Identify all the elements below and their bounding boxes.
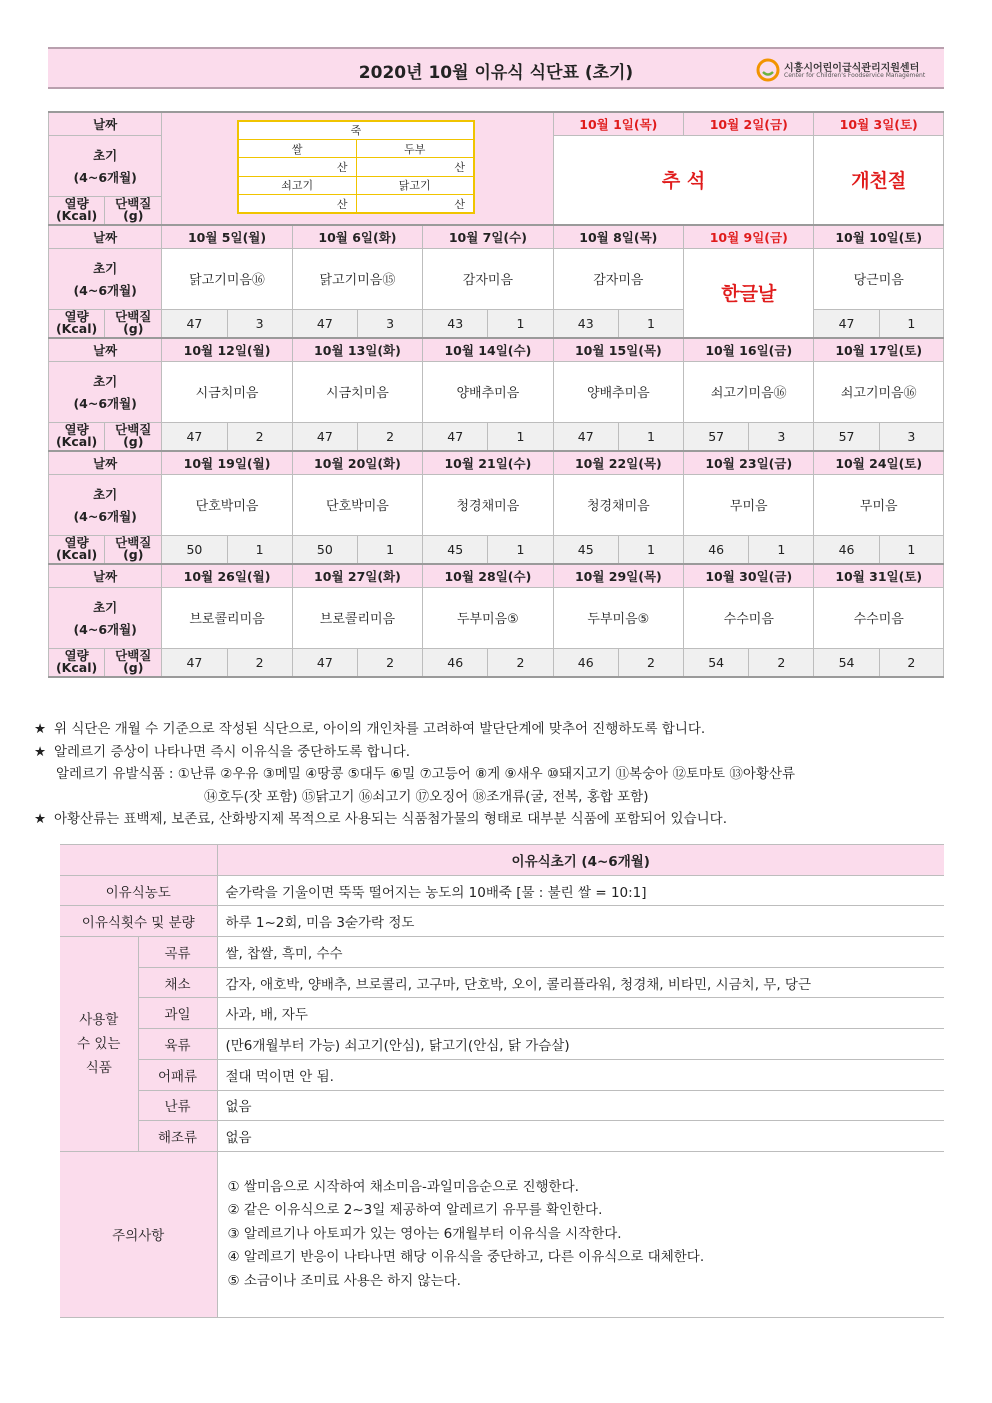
protein-value: 2 bbox=[879, 648, 943, 677]
legend-tofu: 두부 bbox=[356, 139, 474, 157]
protein-value: 1 bbox=[488, 422, 553, 451]
note-item bbox=[34, 718, 964, 741]
frequency-label: 이유식횟수 및 분량 bbox=[60, 906, 217, 937]
menu-cell: 브로콜리미음 bbox=[292, 587, 422, 648]
protein-value: 2 bbox=[227, 648, 292, 677]
kcal-value: 47 bbox=[162, 648, 227, 677]
menu-cell: 브로콜리미음 bbox=[162, 587, 292, 648]
kcal-value: 43 bbox=[553, 309, 618, 338]
week3-date-row bbox=[49, 338, 944, 361]
consistency-label: 이유식농도 bbox=[60, 875, 217, 906]
category-items: (만6개월부터 가능) 쇠고기(안심), 닭고기(안심, 닭 가슴살) bbox=[217, 1029, 944, 1060]
date-cell: 10월 27일(화) bbox=[292, 564, 422, 587]
kcal-value: 47 bbox=[292, 648, 357, 677]
protein-label: 단백질 (g) bbox=[105, 196, 162, 225]
kcal-label: 열량 (Kcal) bbox=[49, 648, 105, 677]
legend-unit: 산 bbox=[238, 158, 356, 176]
menu-cell: 두부미음⑤ bbox=[553, 587, 683, 648]
category-name: 해조류 bbox=[138, 1121, 217, 1152]
category-items: 쌀, 찹쌀, 흑미, 수수 bbox=[217, 937, 944, 968]
kcal-label: 열량 (Kcal) bbox=[49, 422, 105, 451]
kcal-label: 열량 (Kcal) bbox=[49, 535, 105, 564]
kcal-value: 54 bbox=[814, 648, 879, 677]
date-cell: 10월 15일(목) bbox=[553, 338, 683, 361]
legend-chicken: 닭고기 bbox=[356, 176, 474, 194]
menu-cell: 단호박미음 bbox=[292, 474, 422, 535]
protein-value: 1 bbox=[488, 535, 553, 564]
kcal-label: 열량 (Kcal) bbox=[49, 196, 105, 225]
week2-menu-row bbox=[49, 248, 944, 309]
category-name: 채소 bbox=[138, 967, 217, 998]
protein-label: 단백질 (g) bbox=[105, 422, 162, 451]
menu-cell: 쇠고기미음⑯ bbox=[814, 361, 944, 422]
date-cell: 10월 28일(수) bbox=[423, 564, 553, 587]
date-cell: 10월 23일(금) bbox=[684, 451, 814, 474]
protein-value: 1 bbox=[879, 309, 943, 338]
menu-cell: 닭고기미음⑯ bbox=[162, 248, 292, 309]
date-cell: 10월 19일(월) bbox=[162, 451, 292, 474]
menu-cell: 청경채미음 bbox=[423, 474, 553, 535]
kcal-value: 46 bbox=[684, 535, 749, 564]
category-items: 감자, 애호박, 양배추, 브로콜리, 고구마, 단호박, 오이, 콜리플라워, 청경채, 비타민, 시금치, 무, 당근 bbox=[217, 967, 944, 998]
date-cell: 10월 8일(목) bbox=[553, 225, 683, 248]
menu-cell: 수수미음 bbox=[684, 587, 814, 648]
cautions-list bbox=[217, 1151, 944, 1317]
category-items: 없음 bbox=[217, 1090, 944, 1121]
date-cell: 10월 14일(수) bbox=[423, 338, 553, 361]
menu-cell: 양배추미음 bbox=[553, 361, 683, 422]
kcal-value: 54 bbox=[684, 648, 749, 677]
protein-value: 1 bbox=[618, 535, 683, 564]
date-label: 날짜 bbox=[49, 338, 162, 361]
protein-label: 단백질 (g) bbox=[105, 309, 162, 338]
date-cell: 10월 30일(금) bbox=[684, 564, 814, 587]
title-bar bbox=[48, 47, 944, 89]
star-icon: ★ bbox=[34, 811, 47, 827]
date-cell: 10월 31일(토) bbox=[814, 564, 944, 587]
kcal-value: 50 bbox=[162, 535, 227, 564]
holiday-hangeulnal: 한글날 bbox=[684, 248, 814, 338]
kcal-value: 47 bbox=[292, 422, 357, 451]
stage-label: 초기 (4~6개월) bbox=[49, 361, 162, 422]
legend-box bbox=[237, 120, 475, 214]
week4-nutrition-row bbox=[49, 535, 944, 564]
week5-nutrition-row bbox=[49, 648, 944, 677]
guide-header: 이유식초기 (4~6개월) bbox=[217, 845, 944, 876]
date-label: 날짜 bbox=[49, 564, 162, 587]
category-items: 없음 bbox=[217, 1121, 944, 1152]
menu-cell: 시금치미음 bbox=[162, 361, 292, 422]
protein-label: 단백질 (g) bbox=[105, 648, 162, 677]
star-icon: ★ bbox=[34, 721, 47, 737]
stage-label: 초기 (4~6개월) bbox=[49, 135, 162, 196]
protein-value: 2 bbox=[488, 648, 553, 677]
legend-porridge: 죽 bbox=[238, 121, 474, 139]
protein-value: 3 bbox=[227, 309, 292, 338]
legend-rice: 쌀 bbox=[238, 139, 356, 157]
kcal-value: 47 bbox=[162, 309, 227, 338]
stage-label: 초기 (4~6개월) bbox=[49, 587, 162, 648]
protein-value: 2 bbox=[749, 648, 814, 677]
logo-english: Center for Children's Foodservice Management bbox=[784, 72, 926, 79]
kcal-value: 57 bbox=[684, 422, 749, 451]
protein-value: 1 bbox=[357, 535, 422, 564]
guide-corner bbox=[60, 845, 217, 876]
star-icon: ★ bbox=[34, 743, 47, 760]
kcal-value: 43 bbox=[423, 309, 488, 338]
note-text: 알레르기 증상이 나타나면 즉시 이유식을 중단하도록 합니다. bbox=[54, 743, 411, 760]
caution-item: ① 쌀미음으로 시작하여 채소미음-과일미음순으로 진행한다. bbox=[227, 1178, 579, 1195]
allergy-list: 알레르기 유발식품 : ①난류 ②우유 ③메밀 ④땅콩 ⑤대두 ⑥밀 ⑦고등어 ⑧게 ⑨새우 ⑩돼지고기 ⑪복숭아 ⑫토마토 ⑬아황산류 bbox=[56, 766, 796, 782]
date-cell: 10월 12일(월) bbox=[162, 338, 292, 361]
date-cell: 10월 21일(수) bbox=[423, 451, 553, 474]
week4-menu-row bbox=[49, 474, 944, 535]
category-name: 난류 bbox=[138, 1090, 217, 1121]
date-cell: 10월 1일(목) bbox=[553, 112, 683, 135]
date-cell: 10월 13일(화) bbox=[292, 338, 422, 361]
center-logo bbox=[756, 57, 936, 83]
date-label: 날짜 bbox=[49, 225, 162, 248]
page-title: 2020년 10월 이유식 식단표 (초기) bbox=[358, 63, 634, 83]
kcal-value: 47 bbox=[292, 309, 357, 338]
protein-value: 3 bbox=[357, 309, 422, 338]
category-name: 곡류 bbox=[138, 937, 217, 968]
protein-value: 1 bbox=[227, 535, 292, 564]
date-cell: 10월 6일(화) bbox=[292, 225, 422, 248]
protein-value: 1 bbox=[488, 309, 553, 338]
menu-cell: 감자미음 bbox=[423, 248, 553, 309]
date-cell: 10월 24일(토) bbox=[814, 451, 944, 474]
menu-cell: 양배추미음 bbox=[423, 361, 553, 422]
date-label: 날짜 bbox=[49, 112, 162, 135]
caution-item: ② 같은 이유식으로 2~3일 제공하여 알레르기 유무를 확인한다. bbox=[227, 1202, 603, 1219]
category-name: 육류 bbox=[138, 1029, 217, 1060]
legend-table bbox=[237, 120, 475, 214]
menu-cell: 두부미음⑤ bbox=[423, 587, 553, 648]
kcal-value: 50 bbox=[292, 535, 357, 564]
kcal-value: 45 bbox=[553, 535, 618, 564]
date-cell: 10월 9일(금) bbox=[684, 225, 814, 248]
date-cell: 10월 17일(토) bbox=[814, 338, 944, 361]
date-cell: 10월 26일(월) bbox=[162, 564, 292, 587]
usable-foods-label: 사용할 수 있는 식품 bbox=[60, 937, 138, 1152]
kcal-value: 47 bbox=[162, 422, 227, 451]
week3-nutrition-row bbox=[49, 422, 944, 451]
protein-value: 2 bbox=[357, 648, 422, 677]
logo-name: 시흥시어린이급식관리지원센터 bbox=[784, 63, 920, 74]
protein-value: 2 bbox=[227, 422, 292, 451]
week1-date-row bbox=[49, 112, 944, 135]
kcal-value: 46 bbox=[814, 535, 879, 564]
protein-value: 1 bbox=[879, 535, 943, 564]
guide-table bbox=[60, 844, 944, 1318]
category-items: 사과, 배, 자두 bbox=[217, 998, 944, 1029]
menu-cell: 단호박미음 bbox=[162, 474, 292, 535]
kcal-value: 47 bbox=[423, 422, 488, 451]
kcal-value: 47 bbox=[814, 309, 879, 338]
kcal-value: 47 bbox=[553, 422, 618, 451]
week5-menu-row bbox=[49, 587, 944, 648]
legend-unit: 산 bbox=[238, 195, 356, 213]
legend-unit: 산 bbox=[356, 195, 474, 213]
stage-label: 초기 (4~6개월) bbox=[49, 474, 162, 535]
protein-label: 단백질 (g) bbox=[105, 535, 162, 564]
date-cell: 10월 3일(토) bbox=[814, 112, 944, 135]
category-name: 과일 bbox=[138, 998, 217, 1029]
holiday-gaecheonjeol: 개천절 bbox=[814, 135, 944, 225]
date-cell: 10월 10일(토) bbox=[814, 225, 944, 248]
note-text: 위 식단은 개월 수 기준으로 작성된 식단으로, 아이의 개인차를 고려하여 발단단계에 맞추어 진행하도록 합니다. bbox=[54, 721, 706, 737]
caution-item: ④ 알레르기 반응이 나타나면 해당 이유식을 중단하고, 다른 이유식으로 대체한다. bbox=[227, 1249, 705, 1266]
holiday-chuseok: 추 석 bbox=[553, 135, 814, 225]
menu-cell: 감자미음 bbox=[553, 248, 683, 309]
date-label: 날짜 bbox=[49, 451, 162, 474]
menu-table bbox=[48, 111, 944, 678]
legend-unit: 산 bbox=[356, 158, 474, 176]
consistency-value: 숟가락을 기울이면 뚝뚝 떨어지는 농도의 10배죽 [물 : 불린 쌀 = 10:1] bbox=[217, 875, 944, 906]
protein-value: 1 bbox=[749, 535, 814, 564]
note-item bbox=[34, 808, 964, 831]
frequency-value: 하루 1~2회, 미음 3숟가락 정도 bbox=[217, 906, 944, 937]
date-cell: 10월 5일(월) bbox=[162, 225, 292, 248]
kcal-value: 57 bbox=[814, 422, 879, 451]
menu-cell: 무미음 bbox=[684, 474, 814, 535]
stage-label: 초기 (4~6개월) bbox=[49, 248, 162, 309]
menu-cell: 쇠고기미음⑯ bbox=[684, 361, 814, 422]
menu-cell: 무미음 bbox=[814, 474, 944, 535]
caution-item: ⑤ 소금이나 조미료 사용은 하지 않는다. bbox=[227, 1272, 461, 1289]
logo-icon bbox=[756, 58, 780, 82]
notes-section bbox=[34, 718, 964, 831]
date-cell: 10월 22일(목) bbox=[553, 451, 683, 474]
protein-value: 1 bbox=[618, 309, 683, 338]
protein-value: 2 bbox=[357, 422, 422, 451]
menu-cell: 닭고기미음⑮ bbox=[292, 248, 422, 309]
note-item bbox=[34, 741, 964, 764]
legend-beef: 쇠고기 bbox=[238, 176, 356, 194]
menu-cell: 당근미음 bbox=[814, 248, 944, 309]
protein-value: 1 bbox=[618, 422, 683, 451]
week5-date-row bbox=[49, 564, 944, 587]
menu-cell: 시금치미음 bbox=[292, 361, 422, 422]
kcal-value: 45 bbox=[423, 535, 488, 564]
week3-menu-row bbox=[49, 361, 944, 422]
date-cell: 10월 2일(금) bbox=[684, 112, 814, 135]
date-cell: 10월 16일(금) bbox=[684, 338, 814, 361]
kcal-label: 열량 (Kcal) bbox=[49, 309, 105, 338]
allergy-list-continued: ⑭호두(잣 포함) ⑮닭고기 ⑯쇠고기 ⑰오징어 ⑱조개류(굴, 전복, 홍합 포함) bbox=[204, 788, 649, 805]
category-name: 어패류 bbox=[138, 1059, 217, 1090]
week4-date-row bbox=[49, 451, 944, 474]
protein-value: 3 bbox=[749, 422, 814, 451]
kcal-value: 46 bbox=[553, 648, 618, 677]
menu-cell: 청경채미음 bbox=[553, 474, 683, 535]
date-cell: 10월 29일(목) bbox=[553, 564, 683, 587]
protein-value: 2 bbox=[618, 648, 683, 677]
kcal-value: 46 bbox=[423, 648, 488, 677]
week2-date-row bbox=[49, 225, 944, 248]
note-text: 아황산류는 표백제, 보존료, 산화방지제 목적으로 사용되는 식품첨가물의 형태로 대부분 식품에 포함되어 있습니다. bbox=[54, 811, 728, 827]
date-cell: 10월 20일(화) bbox=[292, 451, 422, 474]
date-cell: 10월 7일(수) bbox=[423, 225, 553, 248]
protein-value: 3 bbox=[879, 422, 943, 451]
category-items: 절대 먹이면 안 됨. bbox=[217, 1059, 944, 1090]
cautions-label: 주의사항 bbox=[60, 1151, 217, 1317]
menu-cell: 수수미음 bbox=[814, 587, 944, 648]
caution-item: ③ 알레르기나 아토피가 있는 영아는 6개월부터 이유식을 시작한다. bbox=[227, 1225, 622, 1242]
